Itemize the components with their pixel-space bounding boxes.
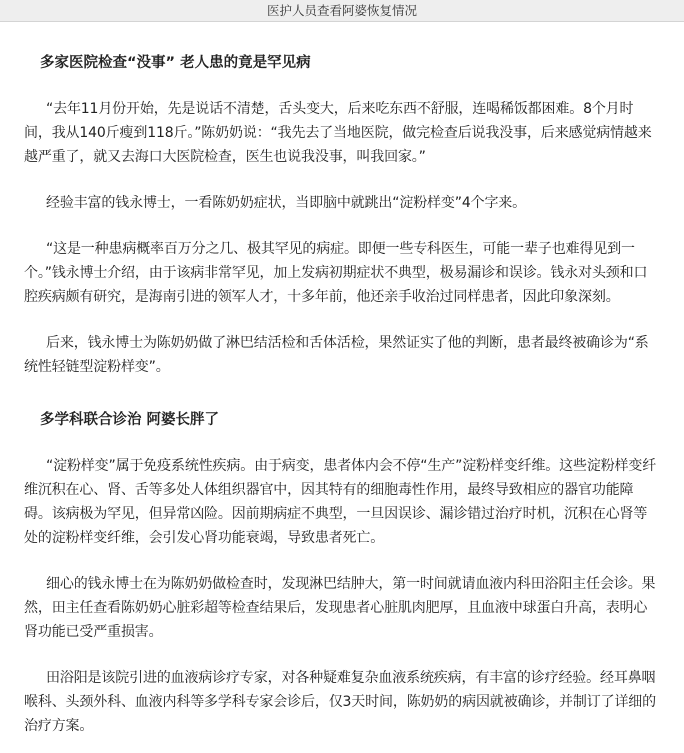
- paragraph: “这是一种患病概率百万分之几、极其罕见的病症。即便一些专科医生，可能一辈子也难得见到一个。”钱永博士介绍，由于该病非常罕见，加上发病初期症状不典型，极易漏诊和误诊。钱永对头颈和口腔疾病颇有研究，是海南引进的领军人才，十多年前，他还亲手收治过同样患者，因此印象深刻。: [24, 241, 648, 305]
- section-heading: 多家医院检查“没事” 老人患的竟是罕见病: [40, 55, 311, 71]
- photo-caption: 医护人员查看阿婆恢复情况: [0, 0, 684, 22]
- article-body: [0, 51, 684, 738]
- paragraph: “淀粉样变”属于免疫系统性疾病。由于病变，患者体内会不停“生产”淀粉样变纤维。这些淀粉样变纤维沉积在心、肾、舌等多处人体组织器官中，因其特有的细胞毒性作用，最终导致相应的器官功能障碍。该病极为罕见，但异常凶险。因前期病症不典型，一旦因误诊、漏诊错过治疗时机，沉积在心肾等处的淀粉样变纤维，会引发心肾功能衰竭，导致患者死亡。: [24, 458, 657, 546]
- paragraph: “去年11月份开始，先是说话不清楚，舌头变大，后来吃东西不舒服，连喝稀饭都困难。8个月时间，我从140斤瘦到118斤。”陈奶奶说：“我先去了当地医院，做完检查后说我没事，后来感觉病情越来越严重了，就又去海口大医院检查，医生也说我没事，叫我回家。”: [24, 101, 652, 165]
- paragraph: 经验丰富的钱永博士，一看陈奶奶症状，当即脑中就跳出“淀粉样变”4个字来。: [46, 195, 527, 211]
- section-heading: 多学科联合诊治 阿婆长胖了: [40, 412, 220, 428]
- paragraph: 田浴阳是该院引进的血液病诊疗专家，对各种疑难复杂血液系统疾病，有丰富的诊疗经验。经耳鼻咽喉科、头颈外科、血液内科等多学科专家会诊后，仅3天时间，陈奶奶的病因就被确诊，并制订了详细的治疗方案。: [24, 670, 657, 734]
- paragraph: 后来，钱永博士为陈奶奶做了淋巴结活检和舌体活检，果然证实了他的判断，患者最终被确诊为“系统性轻链型淀粉样变”。: [24, 335, 649, 375]
- paragraph: 细心的钱永博士在为陈奶奶做检查时，发现淋巴结肿大，第一时间就请血液内科田浴阳主任会诊。果然，田主任查看陈奶奶心脏彩超等检查结果后，发现患者心脏肌肉肥厚，且血液中球蛋白升高，表明心肾功能已受严重损害。: [24, 576, 656, 640]
